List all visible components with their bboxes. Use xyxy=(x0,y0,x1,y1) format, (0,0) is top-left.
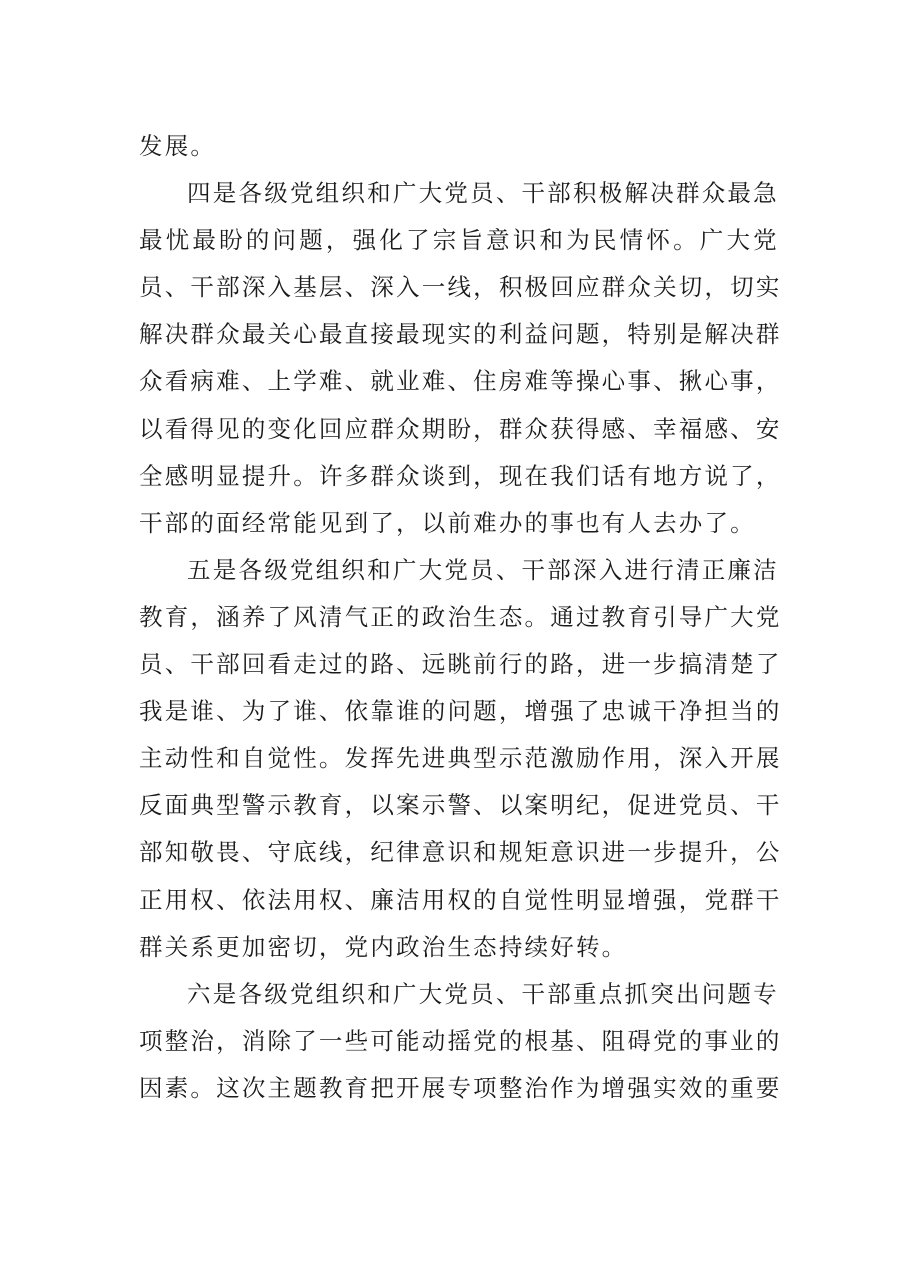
body-text xyxy=(139,123,782,1112)
text-line: 员 、 干 部 深 入 基 层 、 深 入 一 线 ， 积 极 回 应 群 众 关 切 ， 切 实 xyxy=(139,273,782,302)
text-line: 部 知 敬 畏 、 守 底 线 ， 纪 律 意 识 和 规 矩 意 识 进 一 步 提 升 ， 公 xyxy=(139,838,782,867)
text-line: 主 动 性 和 自 觉 性 。 发 挥 先 进 典 型 示 范 激 励 作 用 ， 深 入 开 展 xyxy=(139,744,782,773)
text-line: 众 看 病 难 、 上 学 难 、 就 业 难 、 住 房 难 等 操 心 事 、 揪 心 事 ， xyxy=(139,367,782,396)
text-line: 干 部 的 面 经 常 能 见 到 了 ， 以 前 难 办 的 事 也 有 人 去 办 了 。 xyxy=(139,508,756,537)
text-line: 四 是 各 级 党 组 织 和 广 大 党 员 、 干 部 积 极 解 决 群 众 最 急 xyxy=(187,179,779,208)
text-line: 发 展 。 xyxy=(139,132,217,160)
text-line: 员 、 干 部 回 看 走 过 的 路 、 远 眺 前 行 的 路 ， 进 一 步 搞 清 楚 了 xyxy=(139,650,782,679)
text-line: 教 育 ， 涵 养 了 风 清 气 正 的 政 治 生 态 。 通 过 教 育 引 导 广 大 党 xyxy=(139,602,782,631)
text-line: 全 感 明 显 提 升 。 许 多 群 众 谈 到 ， 现 在 我 们 话 有 地 方 说 了 ， xyxy=(139,461,782,490)
text-line: 解 决 群 众 最 关 心 最 直 接 最 现 实 的 利 益 问 题 ， 特 别 是 解 决 群 xyxy=(139,320,782,349)
text-line: 五 是 各 级 党 组 织 和 广 大 党 员 、 干 部 深 入 进 行 清 正 廉 洁 xyxy=(187,555,779,584)
text-line: 反 面 典 型 警 示 教 育 ， 以 案 示 警 、 以 案 明 纪 ， 促 进 党 员 、 干 xyxy=(139,791,782,820)
text-line: 六 是 各 级 党 组 织 和 广 大 党 员 、 干 部 重 点 抓 突 出 问 题 专 xyxy=(187,979,779,1008)
text-line: 我 是 谁 、 为 了 谁 、 依 靠 谁 的 问 题 ， 增 强 了 忠 诚 干 净 担 当 的 xyxy=(139,697,782,726)
text-line: 正 用 权 、 依 法 用 权 、 廉 洁 用 权 的 自 觉 性 明 显 增 强 ， 党 群 干 xyxy=(139,885,782,914)
text-line: 最 忧 最 盼 的 问 题 ， 强 化 了 宗 旨 意 识 和 为 民 情 怀 。 广 大 党 xyxy=(139,226,779,255)
text-line: 以 看 得 见 的 变 化 回 应 群 众 期 盼 ， 群 众 获 得 感 、 幸 福 感 、 安 xyxy=(139,414,782,443)
text-line: 项 整 治 ， 消 除 了 一 些 可 能 动 摇 党 的 根 基 、 阻 碍 党 的 事 业 的 xyxy=(139,1026,782,1055)
text-line: 因 素 。 这 次 主 题 教 育 把 开 展 专 项 整 治 作 为 增 强 实 效 的 重 要 xyxy=(139,1073,782,1102)
text-line: 群 关 系 更 加 密 切 ， 党 内 政 治 生 态 持 续 好 转 。 xyxy=(139,932,628,961)
